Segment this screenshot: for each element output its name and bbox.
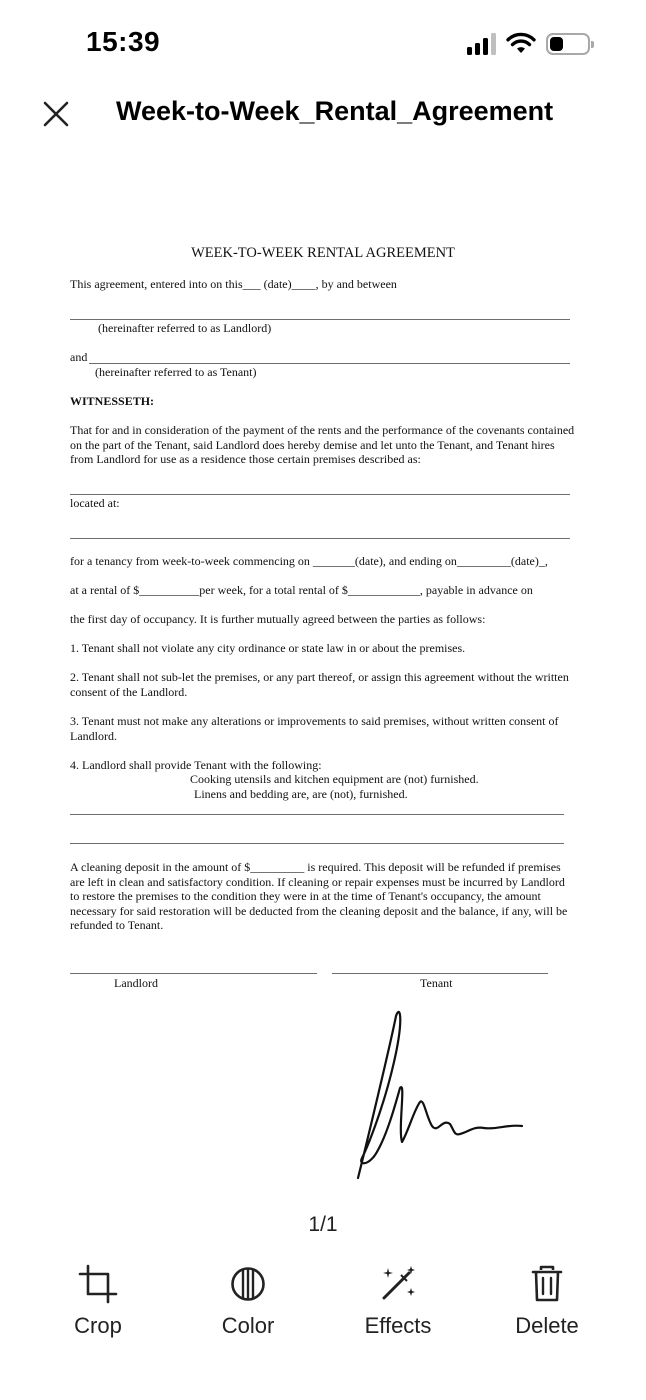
effects-icon [378,1264,418,1304]
clause-1: 1. Tenant shall not violate any city ordinance or state law in or about the premises. [70,641,466,655]
tenant-name-line [89,363,570,364]
crop-label: Crop [74,1313,122,1338]
furnished-line-2 [70,843,564,844]
tenant-reference: (hereinafter referred to as Tenant) [95,365,257,379]
status-time: 15:39 [86,26,161,57]
close-button[interactable] [40,98,72,130]
rental-line: at a rental of $__________per week, for a total rental of $____________, payable in advance on [70,583,533,597]
clause-2: 2. Tenant shall not sub-let the premises, or any part thereof, or assign this agreement without the written consent of the Landlord. [70,670,569,699]
furnished-line-1 [70,814,564,815]
color-icon [228,1264,268,1304]
witnesseth-heading: WITNESSETH: [70,394,155,408]
tenant-signature-line [332,973,548,974]
tenant-signature-label: Tenant [420,976,453,990]
wifi-icon [506,32,536,56]
deposit-paragraph: A cleaning deposit in the amount of $_________ is required. This deposit will be refunded if premises are left in clean and satisfactory condition. If cleaning or repair expenses must be incurred by Landlord to restore the premises to the condition they were in at the time of Tenant's occupancy, the amount necessary for said restoration will be deducted from the cleaning deposit and the balance, if any, will be refunded to Tenant. [70,860,568,932]
delete-label: Delete [515,1313,579,1338]
color-label: Color [221,1313,275,1338]
document-heading: WEEK-TO-WEEK RENTAL AGREEMENT [191,245,455,261]
trash-icon [527,1264,567,1304]
effects-label: Effects [364,1313,432,1338]
and-label: and [70,350,88,364]
effects-button[interactable] [343,1258,453,1339]
document-page [0,230,646,1200]
battery-icon [546,33,590,55]
tenancy-line: for a tenancy from week-to-week commencing on _______(date), and ending on_________(date)_, [70,554,548,568]
clause-4-item-2: Linens and bedding are, are (not), furnished. [194,787,408,801]
status-icons [467,30,590,58]
clause-3: 3. Tenant must not make any alterations or improvements to said premises, without written consent of Landlord. [70,714,559,743]
consideration-paragraph: That for and in consideration of the payment of the rents and the performance of the covenants contained on the part of the Tenant, said Landlord does hereby demise and let unto the Tenant, and Tenant hires from Landlord for use as a residence those certain premises described as: [70,423,575,466]
premises-line [70,494,570,495]
landlord-signature-label: Landlord [114,976,158,990]
first-day-line: the first day of occupancy. It is further mutually agreed between the parties as follows: [70,612,486,626]
handwritten-signature [354,1006,526,1182]
landlord-signature-line [70,973,317,974]
located-at-label: located at: [70,496,120,510]
clause-4: 4. Landlord shall provide Tenant with the following: [70,758,322,772]
close-icon [40,98,72,130]
location-line [70,538,570,539]
document-title: Week-to-Week_Rental_Agreement [116,96,554,126]
color-button[interactable] [193,1258,303,1339]
bottom-toolbar [0,1258,646,1368]
clause-4-item-1: Cooking utensils and kitchen equipment are (not) furnished. [190,772,479,786]
intro-line: This agreement, entered into on this___ (date)____, by and between [70,277,397,291]
crop-button[interactable] [43,1258,153,1339]
delete-button[interactable] [492,1258,602,1339]
signal-icon [467,33,496,55]
landlord-reference: (hereinafter referred to as Landlord) [98,321,272,335]
landlord-name-line [70,319,570,320]
crop-icon [78,1264,118,1304]
page-counter: 1/1 [308,1213,338,1236]
